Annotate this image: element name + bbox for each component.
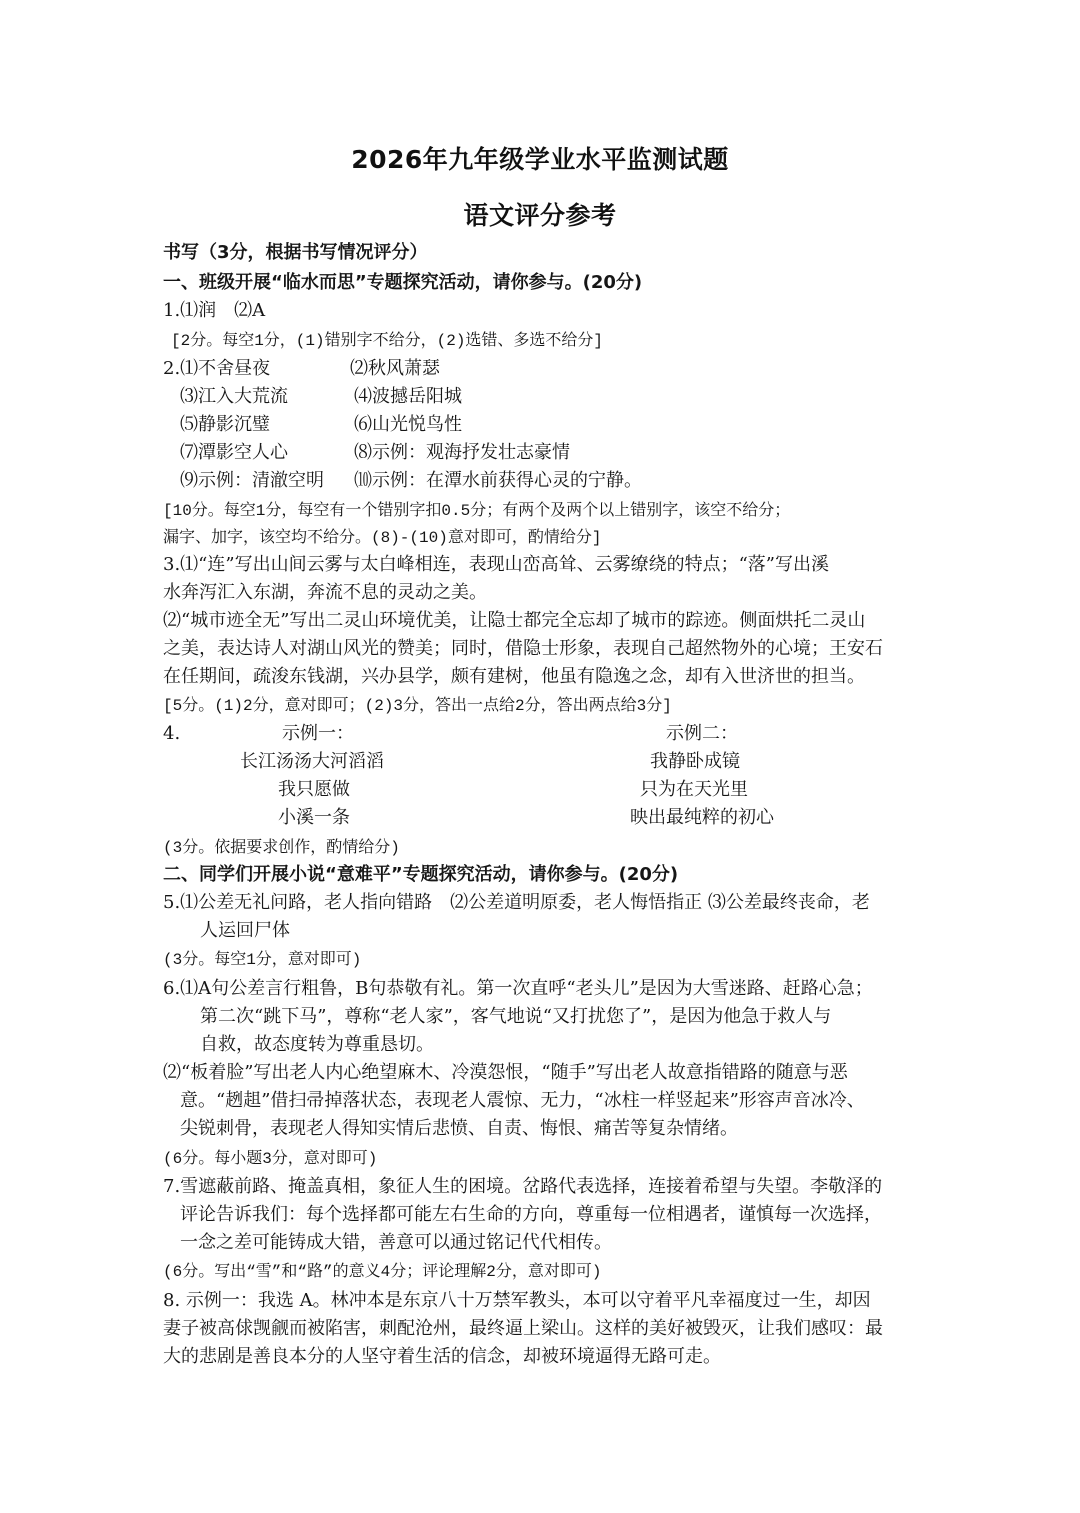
answer-line: 2.⑴不舍昼夜 — [163, 358, 271, 379]
answer-line: ⑽示例：在潭水前获得心灵的宁静。 — [354, 470, 642, 491]
scoring-note: [5分。(1)2分，意对即可；(2)3分，答出一点给2分，答出两点给3分] — [163, 697, 672, 715]
answer-line: 尖锐刺骨，表现老人得知实情后悲愤、自责、悔恨、痛苦等复杂情绪。 — [180, 1118, 738, 1139]
poem-line: 我只愿做 — [278, 779, 350, 800]
scoring-note: (3分。每空1分，意对即可) — [163, 951, 362, 969]
answer-line: ⑵“板着脸”写出老人内心绝望麻木、冷漠怨恨，“随手”写出老人故意指错路的随意与恶 — [163, 1062, 848, 1083]
poem-example-label: 示例一： — [282, 723, 354, 744]
answer-line: 1.⑴润 ⑵A — [163, 300, 266, 321]
answer-line: ⑺潭影空人心 — [180, 442, 288, 463]
answer-line: 在任期间，疏浚东钱湖，兴办县学，颇有建树，他虽有隐逸之念，却有入世济世的担当。 — [163, 666, 865, 687]
answer-key-subtitle: 语文评分参考 — [463, 201, 617, 230]
section-two-heading: 二、同学们开展小说“意难平”专题探究活动，请你参与。(20分) — [163, 864, 679, 885]
scoring-note: (6分。每小题3分，意对即可) — [163, 1150, 378, 1168]
answer-line: 第二次“跳下马”，尊称“老人家”，客气地说“又打扰您了”，是因为他急于救人与 — [200, 1006, 832, 1027]
answer-line: 人运回尸体 — [200, 920, 290, 941]
poem-line: 小溪一条 — [278, 807, 350, 828]
answer-line: 一念之差可能铸成大错，善意可以通过铭记代代相传。 — [180, 1232, 612, 1253]
answer-line: 之美，表达诗人对湖山风光的赞美；同时，借隐士形象，表现自己超然物外的心境；王安石 — [163, 638, 883, 659]
answer-line: 大的悲剧是善良本分的人坚守着生活的信念，却被环境逼得无路可走。 — [163, 1346, 721, 1367]
poem-line: 映出最纯粹的初心 — [630, 807, 774, 828]
answer-line: 自救，故态度转为尊重恳切。 — [200, 1034, 434, 1055]
poem-line: 长江汤汤大河滔滔 — [240, 751, 384, 772]
answer-line: ⑶江入大荒流 — [180, 386, 288, 407]
question-number: 4. — [163, 723, 181, 744]
answer-line: 意。“趔趄”借扫帚掉落状态，表现老人震惊、无力，“冰柱一样竖起来”形容声音冰冷、 — [180, 1090, 865, 1111]
answer-line: 妻子被高俅觊觎而被陷害，刺配沧州，最终逼上梁山。这样的美好被毁灭，让我们感叹：最 — [163, 1318, 883, 1339]
section-one-heading: 一、班级开展“临水而思”专题探究活动，请你参与。(20分) — [163, 272, 643, 293]
answer-line: ⑸静影沉璧 — [180, 414, 270, 435]
answer-line: ⑻示例：观海抒发壮志豪情 — [354, 442, 570, 463]
answer-line: ⑵“城市迹全无”写出二灵山环境优美，让隐士都完全忘却了城市的踪迹。侧面烘托二灵山 — [163, 610, 866, 631]
poem-line: 我静卧成镜 — [650, 751, 740, 772]
answer-line: ⑼示例：清澈空明 — [180, 470, 324, 491]
answer-line: 3.⑴“连”写出山间云雾与太白峰相连，表现山峦高耸、云雾缭绕的特点；“落”写出溪 — [163, 554, 829, 575]
answer-line: 8. 示例一：我选 A。林冲本是东京八十万禁军教头，本可以守着平凡幸福度过一生，却因 — [163, 1290, 871, 1311]
scoring-note: 漏字、加字，该空均不给分。(8)-(10)意对即可，酌情给分] — [163, 529, 602, 547]
poem-line: 只为在天光里 — [640, 779, 748, 800]
poem-example-label: 示例二： — [666, 723, 738, 744]
scoring-note: (3分。依据要求创作，酌情给分) — [163, 839, 400, 857]
answer-line: ⑹山光悦鸟性 — [354, 414, 462, 435]
answer-line: ⑵秋风萧瑟 — [350, 358, 440, 379]
scoring-note: (6分。写出“雪”和“路”的意义4分；评论理解2分，意对即可) — [163, 1263, 602, 1281]
exam-title: 2026年九年级学业水平监测试题 — [351, 145, 729, 174]
handwriting-score-line: 书写（3分，根据书写情况评分） — [163, 242, 428, 263]
scoring-note: [10分。每空1分，每空有一个错别字扣0.5分；有两个及两个以上错别字，该空不给分； — [163, 502, 791, 520]
answer-line: ⑷波撼岳阳城 — [354, 386, 462, 407]
answer-line: 5.⑴公差无礼问路，老人指向错路 ⑵公差道明原委，老人悔悟指正 ⑶公差最终丧命，老 — [163, 892, 870, 913]
answer-line: 6.⑴A句公差言行粗鲁，B句恭敬有礼。第一次直呼“老头儿”是因为大雪迷路、赶路心急； — [163, 978, 873, 999]
answer-line: 7.雪遮蔽前路、掩盖真相，象征人生的困境。岔路代表选择，连接着希望与失望。李敬泽的 — [163, 1176, 883, 1197]
answer-line: 水奔泻汇入东湖，奔流不息的灵动之美。 — [163, 582, 487, 603]
answer-line: 评论告诉我们：每个选择都可能左右生命的方向，尊重每一位相遇者，谨慎每一次选择， — [180, 1204, 882, 1225]
scoring-note: [2分。每空1分，(1)错别字不给分，(2)选错、多选不给分] — [171, 332, 604, 350]
